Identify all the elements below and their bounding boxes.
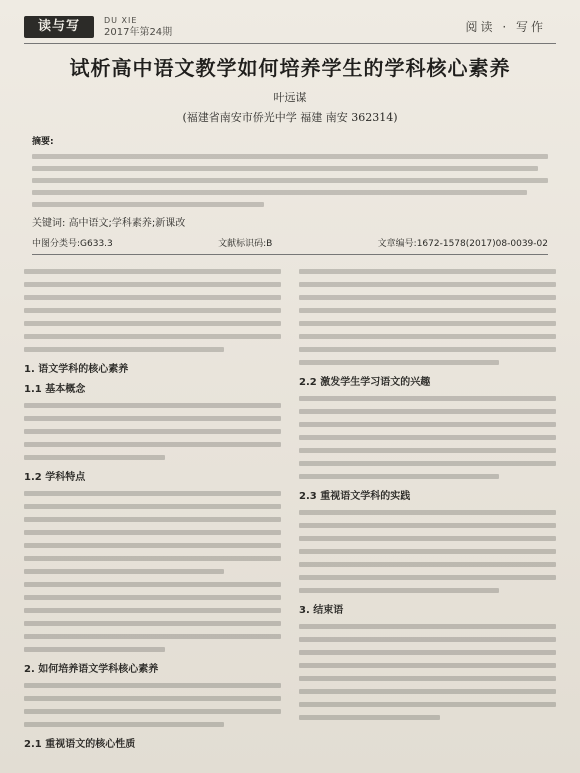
subsection-heading: 2.2 激发学生学习语文的兴趣: [299, 377, 431, 388]
subsection-heading: 1.1 基本概念: [24, 384, 86, 395]
document-code: 文献标识码:B: [218, 239, 273, 249]
article-id: 文章编号:1672-1578(2017)08-0039-02: [377, 239, 548, 249]
subsection-heading: 2.1 重视语文的核心性质: [24, 739, 136, 750]
keywords-label: 关键词:: [32, 218, 66, 229]
left-column: [24, 261, 281, 766]
article-abstract: [24, 134, 556, 207]
right-column: [299, 261, 556, 766]
journal-section-name: 阅读 · 写作: [465, 20, 546, 34]
keywords: [32, 214, 548, 229]
introduction-paragraph: [24, 269, 281, 352]
journal-header: [24, 10, 556, 44]
article-affiliation: (福建省南安市侨光中学 福建 南安 362314): [182, 111, 398, 124]
article-body: [24, 261, 556, 766]
body-paragraph: [24, 403, 281, 460]
abstract-text-line: [32, 166, 538, 171]
body-paragraph: [24, 491, 281, 574]
body-paragraph: [299, 510, 556, 593]
journal-issue: [104, 15, 172, 39]
abstract-text-line: [32, 202, 264, 207]
journal-issue-number: 2017年第24期: [104, 27, 173, 38]
clc-number: 中图分类号:G633.3: [32, 239, 113, 249]
article-title: 试析高中语文教学如何培养学生的学科核心素养: [69, 56, 511, 80]
subsection-heading: 2.3 重视语文学科的实践: [299, 491, 411, 502]
body-paragraph: [24, 582, 281, 652]
abstract-text-line: [32, 178, 548, 183]
body-paragraph: [299, 396, 556, 479]
body-paragraph: [299, 624, 556, 720]
section-heading: 3. 结束语: [299, 605, 344, 616]
body-paragraph: [24, 683, 281, 727]
subsection-heading: 1.2 学科特点: [24, 472, 86, 483]
abstract-label: 摘要:: [32, 137, 54, 147]
body-paragraph: [299, 269, 556, 365]
abstract-text-line: [32, 190, 527, 195]
journal-logo: 读与写: [24, 16, 94, 38]
journal-pinyin: DU XIE: [104, 16, 138, 25]
abstract-text-line: [32, 154, 548, 159]
keywords-value: 高中语文;学科素养;新课改: [68, 218, 186, 229]
classification-line: [32, 236, 548, 255]
section-heading: 1. 语文学科的核心素养: [24, 364, 129, 375]
section-heading: 2. 如何培养语文学科核心素养: [24, 664, 159, 675]
article-author: 叶远谋: [273, 91, 307, 104]
